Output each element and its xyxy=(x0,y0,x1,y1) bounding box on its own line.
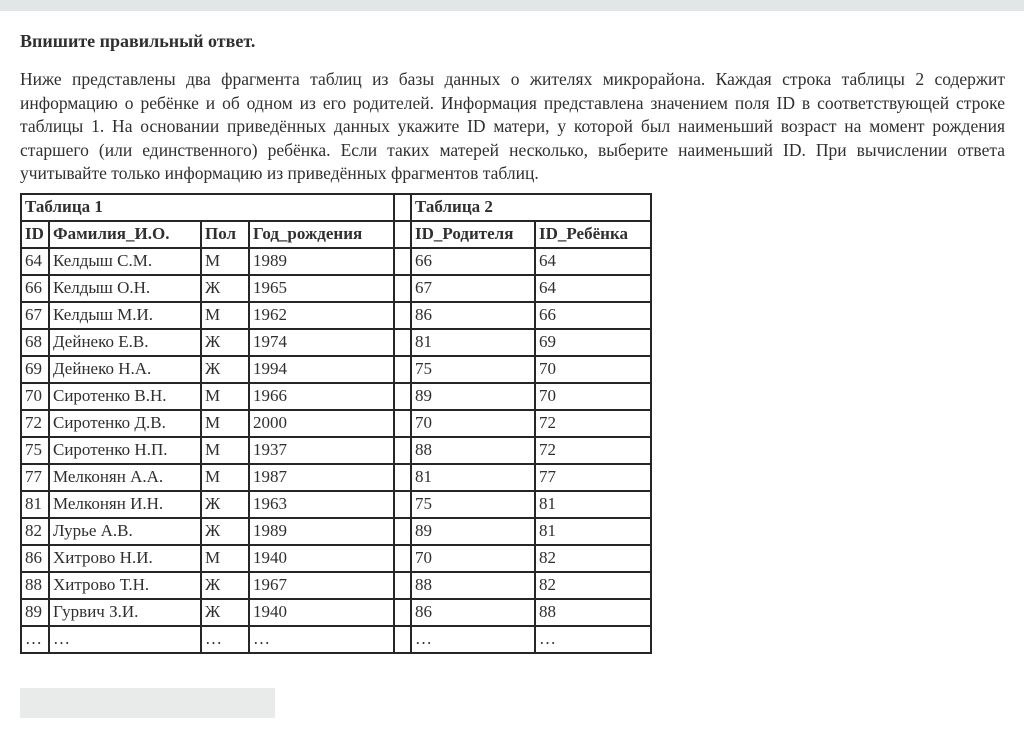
table-gap-cell xyxy=(394,383,411,410)
column-header-birthyear: Год_рождения xyxy=(249,221,394,248)
table-cell: … xyxy=(49,626,201,653)
table-cell: 77 xyxy=(535,464,651,491)
table-row xyxy=(21,356,651,383)
table-gap-cell xyxy=(394,572,411,599)
table-cell: Ж xyxy=(201,275,249,302)
table-cell: 66 xyxy=(21,275,49,302)
table-cell: Хитрово Н.И. xyxy=(49,545,201,572)
table-cell: Ж xyxy=(201,599,249,626)
table-cell: 77 xyxy=(21,464,49,491)
table-cell: М xyxy=(201,383,249,410)
table-row xyxy=(21,383,651,410)
table-gap-cell xyxy=(394,437,411,464)
table-cell: Лурье А.В. xyxy=(49,518,201,545)
table-cell: Ж xyxy=(201,356,249,383)
table-cell: 81 xyxy=(21,491,49,518)
table-cell: Сиротенко Д.В. xyxy=(49,410,201,437)
table-cell: Мелконян А.А. xyxy=(49,464,201,491)
table-row xyxy=(21,491,651,518)
table-cell: 72 xyxy=(535,437,651,464)
table-cell: 70 xyxy=(21,383,49,410)
table-cell: Хитрово Т.Н. xyxy=(49,572,201,599)
table-gap-cell xyxy=(394,302,411,329)
table-cell: Келдыш М.И. xyxy=(49,302,201,329)
table-cell: 70 xyxy=(411,545,535,572)
table-title-row xyxy=(21,194,651,221)
table-row xyxy=(21,626,651,653)
table-row xyxy=(21,599,651,626)
table-cell: Гурвич З.И. xyxy=(49,599,201,626)
table-cell: 88 xyxy=(535,599,651,626)
table-cell: 68 xyxy=(21,329,49,356)
table-cell: 1989 xyxy=(249,518,394,545)
table-row xyxy=(21,248,651,275)
table-cell: 1962 xyxy=(249,302,394,329)
table-cell: 1966 xyxy=(249,383,394,410)
column-header-surname: Фамилия_И.О. xyxy=(49,221,201,248)
table-cell: 88 xyxy=(21,572,49,599)
table-cell: Келдыш С.М. xyxy=(49,248,201,275)
table-cell: 82 xyxy=(535,572,651,599)
table-cell: Келдыш О.Н. xyxy=(49,275,201,302)
table-cell: 70 xyxy=(411,410,535,437)
table-gap-cell xyxy=(394,275,411,302)
table-gap-cell xyxy=(394,464,411,491)
table-cell: Дейнеко Е.В. xyxy=(49,329,201,356)
table-cell: 88 xyxy=(411,572,535,599)
table-cell: 66 xyxy=(411,248,535,275)
table1-title: Таблица 1 xyxy=(21,194,394,221)
question-page xyxy=(0,31,1024,718)
table-cell: … xyxy=(249,626,394,653)
table-cell: 89 xyxy=(411,518,535,545)
table-cell: Дейнеко Н.А. xyxy=(49,356,201,383)
table-cell: 64 xyxy=(21,248,49,275)
column-header-id: ID xyxy=(21,221,49,248)
table-cell: М xyxy=(201,437,249,464)
table-cell: Мелконян И.Н. xyxy=(49,491,201,518)
table-cell: 86 xyxy=(21,545,49,572)
table-row xyxy=(21,545,651,572)
table-gap-cell xyxy=(394,626,411,653)
table-cell: 1965 xyxy=(249,275,394,302)
table-gap-cell xyxy=(394,410,411,437)
table-cell: Сиротенко В.Н. xyxy=(49,383,201,410)
table-cell: Ж xyxy=(201,329,249,356)
table-cell: 88 xyxy=(411,437,535,464)
table-row xyxy=(21,572,651,599)
table2-title: Таблица 2 xyxy=(411,194,651,221)
table-cell: Сиротенко Н.П. xyxy=(49,437,201,464)
column-header-row xyxy=(21,221,651,248)
table-row xyxy=(21,302,651,329)
prompt-heading: Впишите правильный ответ. xyxy=(20,31,256,51)
table-row xyxy=(21,437,651,464)
table-cell: 1989 xyxy=(249,248,394,275)
table-cell: 86 xyxy=(411,302,535,329)
table-cell: 1963 xyxy=(249,491,394,518)
column-header-child-id: ID_Ребёнка xyxy=(535,221,651,248)
table-row xyxy=(21,410,651,437)
table-cell: 70 xyxy=(535,383,651,410)
table-cell: 1974 xyxy=(249,329,394,356)
table-cell: 89 xyxy=(21,599,49,626)
table-cell: 75 xyxy=(21,437,49,464)
task-description: Ниже представлены два фрагмента таблиц из базы данных о жителях микрорайона. Каждая строка таблицы 2 содержит информацию о ребёнке и об одном из его родителей. Информация представлена значением поля ID в соответствующей строке таблицы 1. На основании приведённых данных укажите ID матери, у которой был наименьший возраст на момент рождения старшего (или единственного) ребёнка. Если таких матерей несколько, выберите наименьший ID. При вычислении ответа учитывайте только информацию из приведённых фрагментов таблиц. xyxy=(20,69,1005,183)
table-cell: 1987 xyxy=(249,464,394,491)
table-cell: 69 xyxy=(535,329,651,356)
top-bar xyxy=(0,0,1024,11)
table-cell: 75 xyxy=(411,491,535,518)
answer-input[interactable] xyxy=(20,688,275,718)
column-header-parent-id: ID_Родителя xyxy=(411,221,535,248)
table-cell: 82 xyxy=(21,518,49,545)
table-cell: 81 xyxy=(535,491,651,518)
column-header-sex: Пол xyxy=(201,221,249,248)
table-cell: 81 xyxy=(535,518,651,545)
table-cell: 75 xyxy=(411,356,535,383)
table-gap-cell xyxy=(394,194,411,221)
table-cell: 1940 xyxy=(249,599,394,626)
table-gap-cell xyxy=(394,545,411,572)
table-cell: 1940 xyxy=(249,545,394,572)
table-cell: 69 xyxy=(21,356,49,383)
table-cell: 89 xyxy=(411,383,535,410)
table-cell: 81 xyxy=(411,329,535,356)
table-cell: 72 xyxy=(21,410,49,437)
table-cell: 64 xyxy=(535,275,651,302)
data-tables xyxy=(20,193,652,654)
table-cell: 1937 xyxy=(249,437,394,464)
table-gap-cell xyxy=(394,491,411,518)
table-cell: … xyxy=(21,626,49,653)
table-cell: 1994 xyxy=(249,356,394,383)
table-cell: 66 xyxy=(535,302,651,329)
table-gap-cell xyxy=(394,599,411,626)
table-row xyxy=(21,464,651,491)
table-gap-cell xyxy=(394,248,411,275)
table-cell: М xyxy=(201,410,249,437)
table-cell: … xyxy=(411,626,535,653)
table-cell: 67 xyxy=(411,275,535,302)
table-body xyxy=(21,248,651,653)
table-row xyxy=(21,329,651,356)
table-cell: 70 xyxy=(535,356,651,383)
table-cell: 2000 xyxy=(249,410,394,437)
table-row xyxy=(21,518,651,545)
table-cell: 86 xyxy=(411,599,535,626)
table-cell: … xyxy=(535,626,651,653)
table-cell: 67 xyxy=(21,302,49,329)
table-row xyxy=(21,275,651,302)
table-cell: 1967 xyxy=(249,572,394,599)
table-cell: Ж xyxy=(201,491,249,518)
table-cell: 81 xyxy=(411,464,535,491)
table-gap-cell xyxy=(394,221,411,248)
table-gap-cell xyxy=(394,356,411,383)
table-cell: М xyxy=(201,545,249,572)
table-cell: Ж xyxy=(201,518,249,545)
table-gap-cell xyxy=(394,518,411,545)
table-cell: М xyxy=(201,302,249,329)
table-cell: 82 xyxy=(535,545,651,572)
table-cell: 72 xyxy=(535,410,651,437)
table-cell: 64 xyxy=(535,248,651,275)
table-gap-cell xyxy=(394,329,411,356)
table-cell: М xyxy=(201,248,249,275)
table-cell: … xyxy=(201,626,249,653)
table-cell: М xyxy=(201,464,249,491)
table-cell: Ж xyxy=(201,572,249,599)
